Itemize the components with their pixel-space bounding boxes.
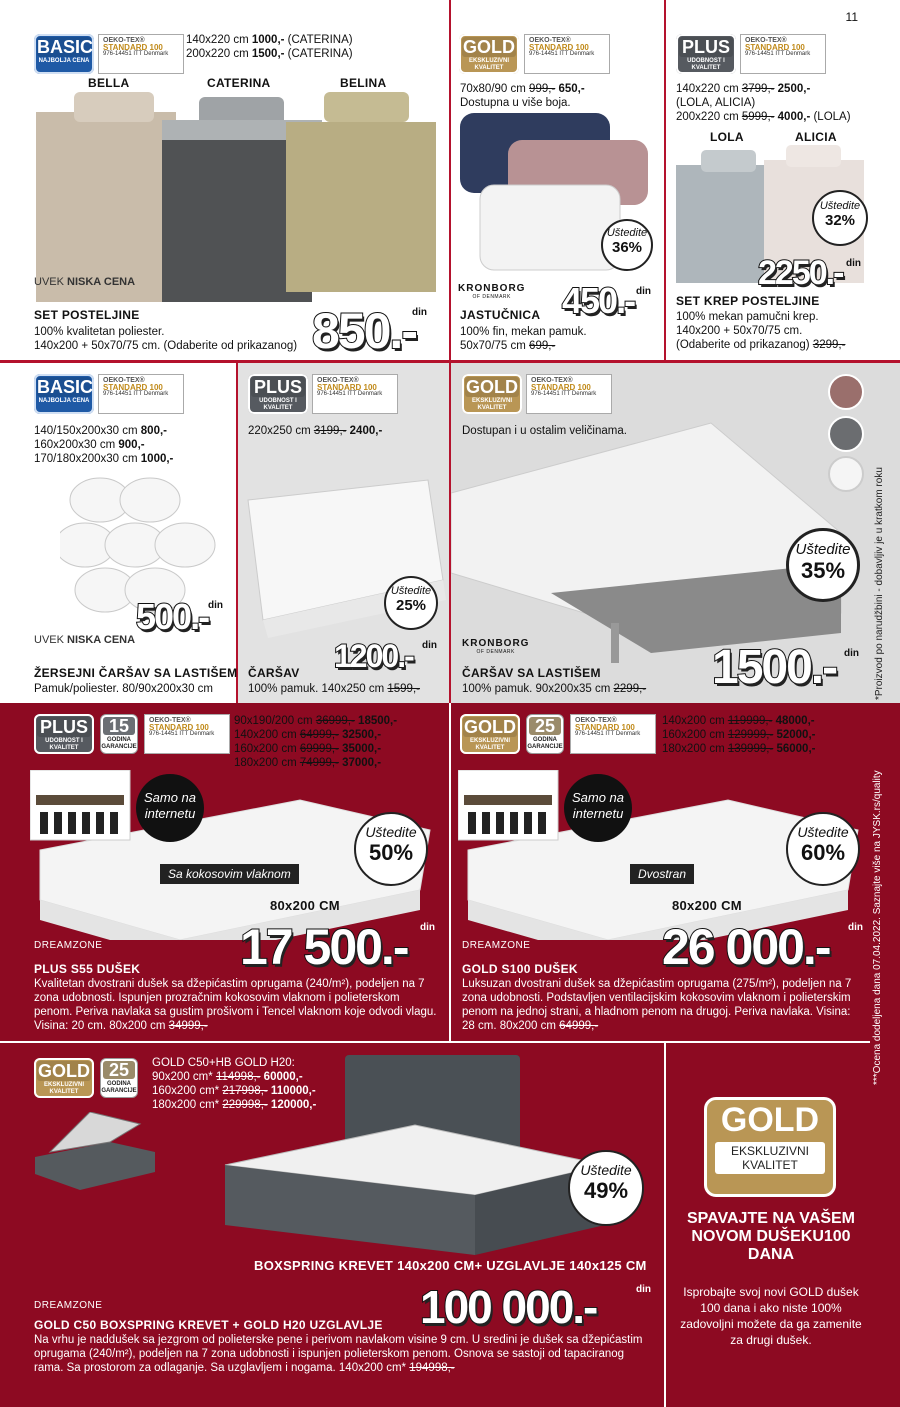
divider [449,0,451,360]
variant-name: LOLA [710,130,744,144]
oeko-tex-label: OEKO-TEX® STANDARD 100 976-14451 ITT Denmark [524,34,610,74]
fitted-sheet-image [451,363,871,663]
price: 1200.- [334,638,413,674]
price: 17 500.- [240,919,408,975]
size-label: 80x200 CM [672,898,742,913]
dreamzone-logo: DREAMZONE [34,1300,103,1311]
product-title: JASTUČNICA [460,308,541,322]
currency: din [636,1284,651,1295]
product-desc: Na vrhu je naddušek sa jezgrom od polieterske pene i perivom navlakom visine 9 cm. U sredini je dušek sa džepićastim oprugama (240/m²), podeljen na 7 zona udobnosti i ispunjen polieterskom penom. Osnova se sastoji od tapaciranog rama. Sa prostorom za odlaganje. Sa uzglavljem i nogama. 140x200 cm* 194998,- [34,1334,643,1374]
bed-size-label: BOXSPRING KREVET 140x200 CM+ UZGLAVLJE 140x125 CM [254,1258,647,1273]
boxspring-bed-image [185,1055,605,1285]
promo-heading: SPAVAJTE NA VAŠEM NOVOM DUŠEKU100 DANA [686,1210,856,1263]
warranty-badge: 15 GODINA GARANCIJE [100,714,138,754]
currency: din [420,922,435,933]
product-desc: 100% fin, mekan pamuk. 50x70/75 cm 699,- [460,326,587,352]
feature-tag: Sa kokosovim vlaknom [160,864,299,884]
p9-sizes: GOLD C50+HB GOLD H20: 90x200 cm* 114998,- 60000,- 160x200 cm* 217998,- 110000,- 180x200 cm* 229998,- 120000,- [152,1057,317,1111]
oeko-tex-label: OEKO-TEX® STANDARD 100 976-14451 ITT Denmark [570,714,656,754]
variant-name: CATERINA [207,76,271,90]
bedding-image [34,92,444,307]
currency: din [636,286,651,297]
page-number: 11 [845,10,858,24]
size-label: 80x200 CM [270,898,340,913]
product-title: GOLD C50 BOXSPRING KREVET + GOLD H20 UZGLAVLJE [34,1318,383,1332]
savings-badge: Uštedite 60% [786,812,860,886]
price: 2250.- [758,254,843,292]
product-desc: Pamuk/poliester. 80/90x200x30 cm [34,683,213,695]
currency: din [844,648,859,659]
divider [664,0,666,360]
savings-badge: Uštedite 25% [384,576,438,630]
uvek-niska-cena-logo: UVEK NISKA CENA [34,276,136,288]
side-note: *Proizvod po narudžbini - dobavljiv je u kratkom roku [874,467,885,700]
oeko-tex-label: OEKO-TEX® STANDARD 100 976-14451 ITT Denmark [526,374,612,414]
p7-sizes: 90x190/200 cm 36999,- 18500,- 140x200 cm 64999,- 32500,- 160x200 cm 69999,- 35000,- 180x200 cm 74999,- 37000,- [234,715,398,769]
promo-body: Isprobajte svoj novi GOLD dušek 100 dana i ako niste 100% zadovoljni možete da ga zamenite za drugi dušek. [680,1285,862,1347]
gold-badge: GOLD EKSKLUZIVNI KVALITET [459,34,519,74]
dreamzone-logo: DREAMZONE [462,940,531,951]
gold-quality-logo [704,1097,836,1197]
product-title: GOLD S100 DUŠEK [462,962,578,976]
product-desc: 100% mekan pamučni krep. 140x200 + 50x70/75 cm. (Odaberite od prikazanog) 3299,- [676,311,846,351]
divider [449,703,451,1041]
basic-badge: BASIC NAJBOLJA CENA [34,34,94,74]
currency: din [208,600,223,611]
p2-sizes: 70x80/90 cm 999,- 650,- Dostupna u više boja. [460,83,585,109]
gold-badge: GOLD EKSKLUZIVNI KVALITET [460,714,520,754]
plus-badge: PLUS UDOBNOST I KVALITET [34,714,94,754]
warranty-badge: 25 GODINA GARANCIJE [526,714,564,754]
kronborg-logo: KRONBORG OF DENMARK [458,283,526,300]
product-desc: 100% pamuk. 90x200x35 cm 2299,- [462,683,647,695]
p3-sizes: 140x220 cm 3799,- 2500,- (LOLA, ALICIA) 200x220 cm 5999,- 4000,- (LOLA) [676,83,851,123]
variant-name: BELINA [340,76,387,90]
oeko-tex-label: OEKO-TEX® STANDARD 100 976-14451 ITT Denmark [144,714,230,754]
product-desc: 100% kvalitetan poliester. 140x200 + 50x70/75 cm. (Odaberite od prikazanog) [34,326,298,352]
product-title: PLUS S55 DUŠEK [34,962,141,976]
currency: din [846,258,861,269]
savings-badge: Uštedite 35% [786,528,860,602]
online-only-badge: Samo na internetu [136,774,204,842]
color-swatch-grey[interactable] [828,416,864,452]
product-title: ČARŠAV SA LASTIŠEM [462,666,601,680]
variant-name: ALICIA [795,130,837,144]
p4-sizes: 140/150x200x30 cm 800,- 160x200x30 cm 900,- 170/180x200x30 cm 1000,- [34,425,174,465]
product-desc: Kvalitetan dvostrani dušek sa džepićastim oprugama (240/m²), podeljen na 7 zona udobnosti. Ispunjen prozračnim kokosovim vlaknom i polieterskom penom. Periva navlaka sa gustim prošivom i Tencel vlaknom koje odvodi vlagu. Visina: 20 cm. 80x200 cm 34999,- [34,978,437,1032]
oeko-tex-label: OEKO-TEX® STANDARD 100 976-14451 ITT Denmark [312,374,398,414]
gold-logo-sub: EKSKLUZIVNI KVALITET [715,1142,825,1174]
price: 1500.- [712,641,837,694]
oeko-tex-label: OEKO-TEX® STANDARD 100 976-14451 ITT Denmark [98,374,184,414]
product-title: ČARŠAV [248,666,300,680]
quality-note: ***Ocena dodeljena dana 07.04.2022. Saznajte više na JYSK.rs/quality [872,770,883,1085]
color-swatch-white[interactable] [828,456,864,492]
uvek-niska-cena-logo: UVEK NISKA CENA [34,634,136,646]
plus-badge: PLUS UDOBNOST I KVALITET [248,374,308,414]
warranty-badge: 25 GODINA GARANCIJE [100,1058,138,1098]
gold-logo-text: GOLD [720,1101,820,1139]
variant-name: BELLA [88,76,130,90]
savings-badge: Uštedite 49% [568,1150,644,1226]
gold-badge: GOLD EKSKLUZIVNI KVALITET [34,1058,94,1098]
price: 500.- [136,596,209,637]
price: 100 000.- [420,1281,597,1333]
dreamzone-logo: DREAMZONE [34,940,103,951]
plus-badge: PLUS UDOBNOST I KVALITET [676,34,736,74]
price: 450.- [562,280,635,321]
currency: din [412,307,427,318]
oeko-tex-label: OEKO-TEX® STANDARD 100 976-14451 ITT Denmark [98,34,184,74]
currency: din [422,640,437,651]
divider [0,1041,870,1043]
product-title: SET POSTELJINE [34,308,140,322]
currency: din [848,922,863,933]
product-desc: 100% pamuk. 140x250 cm 1599,- [248,683,420,695]
storage-bed-image [30,1112,160,1192]
p1-sizes: 140x220 cm 1000,- (CATERINA) 200x220 cm 1500,- (CATERINA) [186,34,353,60]
color-swatch-brown[interactable] [828,374,864,410]
price: 26 000.- [662,919,830,975]
savings-badge: Uštedite 32% [812,190,868,246]
feature-tag: Dvostran [630,864,694,884]
p8-sizes: 140x200 cm 119999,- 48000,- 160x200 cm 129999,- 52000,- 180x200 cm 139999,- 56000,- [662,715,816,755]
gold-badge: GOLD EKSKLUZIVNI KVALITET [462,374,522,414]
savings-badge: Uštedite 36% [601,219,653,271]
p6-sizes: Dostupan i u ostalim veličinama. [462,425,627,437]
divider [664,1043,666,1407]
kronborg-logo: KRONBORG OF DENMARK [462,638,530,655]
product-desc: Luksuzan dvostrani dušek sa džepićastim oprugama (275/m²), podeljen na 7 zona udobnosti. Podstavljen ventilacijskim kokosovim vlaknom i polieterskim penom na jednoj strani, a hladnom penom na drugoj. Periva navlaka. Visina: 28 cm. 80x200 cm 64999,- [462,978,852,1032]
basic-badge: BASIC NAJBOLJA CENA [34,374,94,414]
savings-badge: Uštedite 50% [354,812,428,886]
product-title: SET KREP POSTELJINE [676,294,820,308]
product-title: ŽERSEJNI ČARŠAV SA LASTIŠEM [34,666,238,680]
price: 850.- [312,303,416,359]
oeko-tex-label: OEKO-TEX® STANDARD 100 976-14451 ITT Denmark [740,34,826,74]
online-only-badge: Samo na internetu [564,774,632,842]
p5-sizes: 220x250 cm 3199,- 2400,- [248,425,383,437]
